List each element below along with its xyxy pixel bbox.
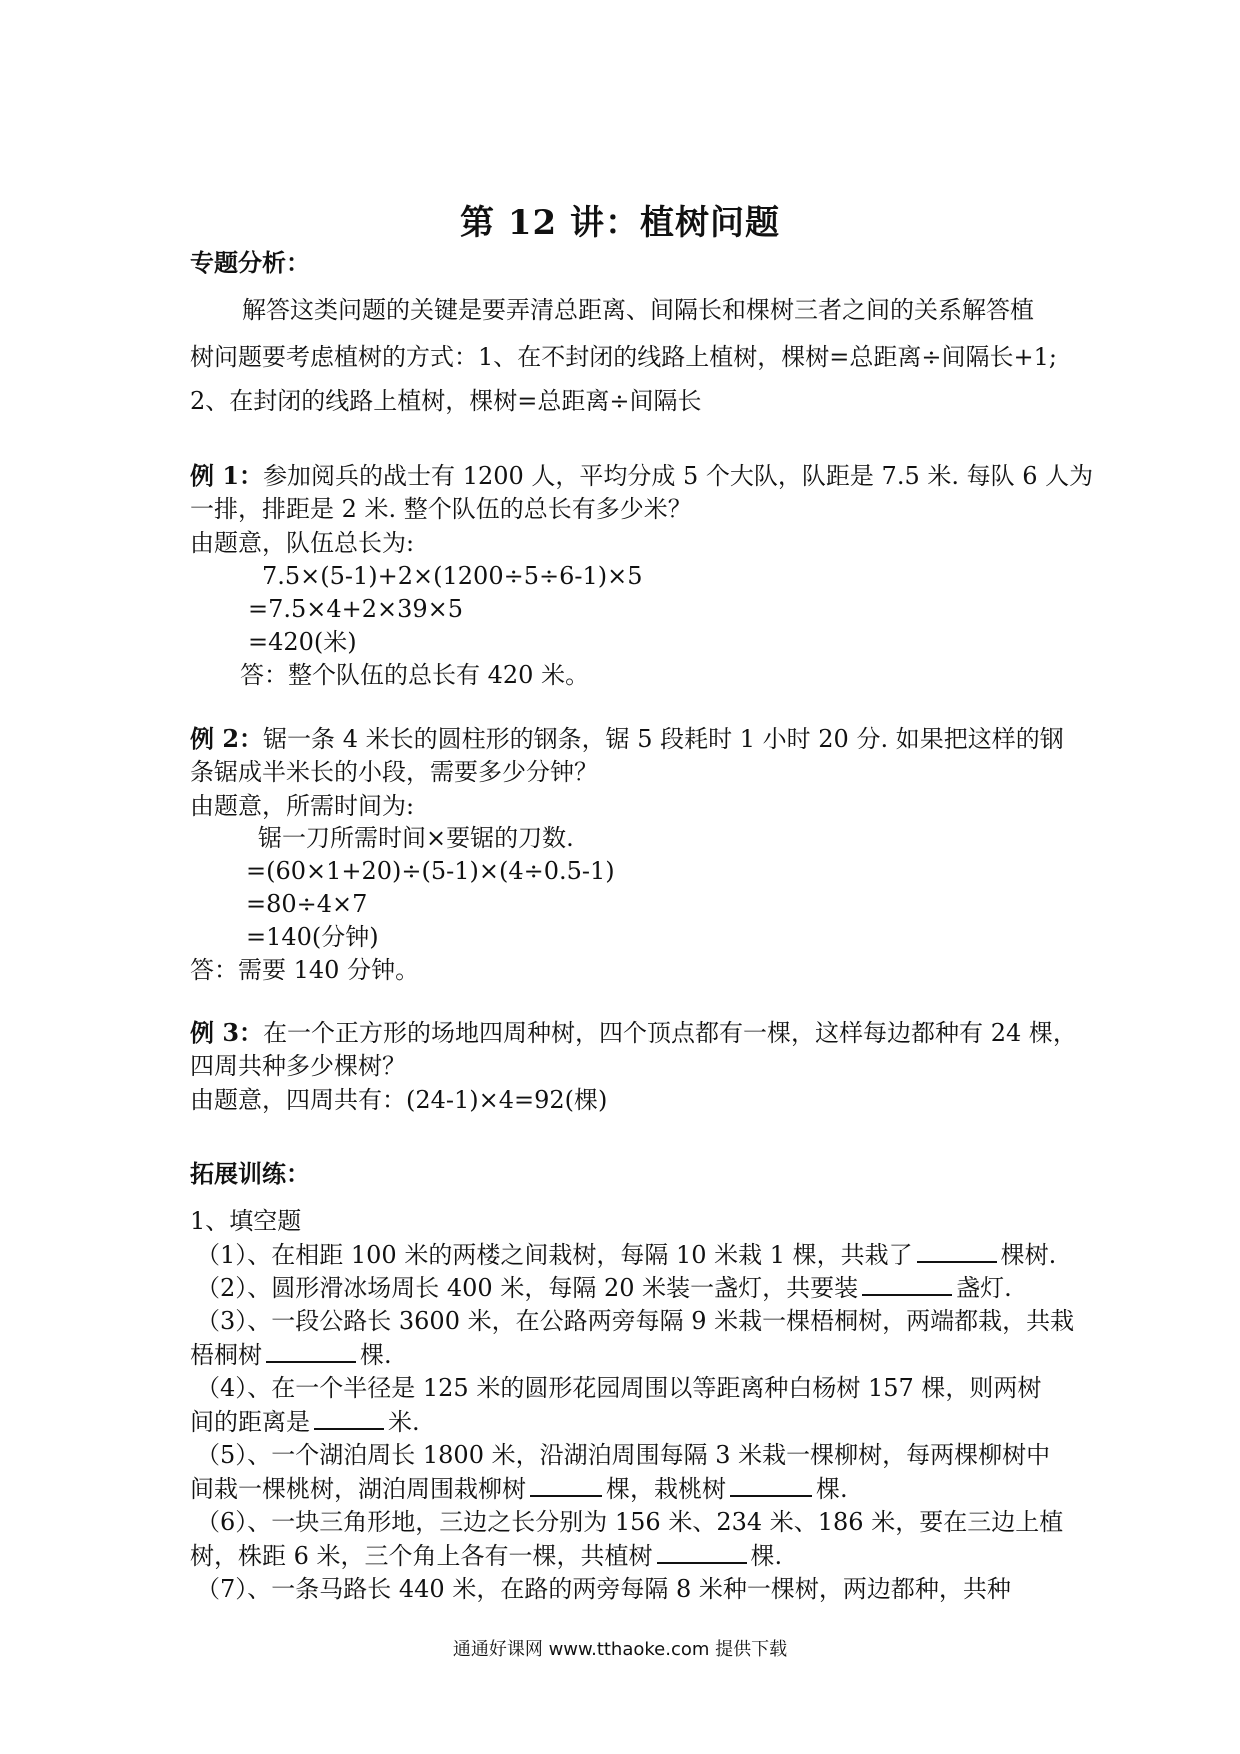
question-5: （5）、一个湖泊周长 1800 米，沿湖泊周围每隔 3 米栽一棵柳树，每两棵柳树中 xyxy=(196,1441,1051,1469)
example-3-question xyxy=(190,1018,1077,1048)
page-footer: 通通好课网 www.tthaoke.com 提供下载 xyxy=(452,1639,788,1660)
question-4-blank[interactable] xyxy=(314,1406,384,1430)
question-1-text: （1）、在相距 100 米的两楼之间栽树，每隔 10 米栽 1 棵，共栽了 xyxy=(196,1241,913,1269)
question-6-blank[interactable] xyxy=(657,1540,747,1564)
example-3-question-cont: 四周共种多少棵树？ xyxy=(190,1052,406,1080)
example-1-text: 参加阅兵的战士有 1200 人，平均分成 5 个大队，队距是 7.5 米. 每队 6 人为 xyxy=(263,462,1094,490)
question-1 xyxy=(196,1239,1056,1270)
example-1-label: 例 1： xyxy=(190,461,264,490)
example-2-question-cont: 条锯成半米长的小段，需要多少分钟？ xyxy=(190,758,598,786)
question-5-blank-1[interactable] xyxy=(530,1473,602,1497)
example-2-question xyxy=(190,724,1064,754)
analysis-line-3: 2、在封闭的线路上植树，棵树=总距离÷间隔长 xyxy=(190,387,702,415)
question-1-tail: 棵树. xyxy=(1000,1241,1057,1269)
question-7: （7）、一条马路长 440 米，在路的两旁每隔 8 米种一棵树，两边都种，共种 xyxy=(196,1575,1011,1603)
question-3-cont xyxy=(190,1339,392,1370)
analysis-heading: 专题分析： xyxy=(190,248,310,277)
question-6-tail: 棵. xyxy=(750,1542,783,1570)
question-2 xyxy=(196,1272,1012,1303)
example-2-calc-4: =140(分钟) xyxy=(246,923,379,951)
question-5-blank-2[interactable] xyxy=(730,1473,812,1497)
question-2-tail: 盏灯. xyxy=(956,1274,1012,1302)
question-5-cont xyxy=(190,1473,848,1504)
question-6: （6）、一块三角形地，三边之长分别为 156 米、234 米、186 米，要在三边上植 xyxy=(196,1508,1064,1536)
example-1-calc-3: =420(米) xyxy=(248,628,357,656)
example-2-text: 锯一条 4 米长的圆柱形的钢条，锯 5 段耗时 1 小时 20 分. 如果把这样的钢 xyxy=(263,725,1064,753)
question-4-cont xyxy=(190,1406,420,1437)
question-5-tail: 棵. xyxy=(816,1475,848,1503)
training-heading: 拓展训练： xyxy=(190,1159,310,1188)
page-title: 第 12 讲：植树问题 xyxy=(460,203,780,243)
example-3-text: 在一个正方形的场地四周种树，四个顶点都有一棵，这样每边都种有 24 棵， xyxy=(263,1019,1077,1047)
question-6-cont xyxy=(190,1540,782,1571)
analysis-line-1: 解答这类问题的关键是要弄清总距离、间隔长和棵树三者之间的关系解答植 xyxy=(242,296,1034,324)
example-1-question xyxy=(190,461,1093,491)
question-2-text: （2）、圆形滑冰场周长 400 米，每隔 20 米装一盏灯，共要装 xyxy=(196,1274,859,1302)
training-section: 1、填空题 xyxy=(190,1207,302,1235)
question-3-tail: 棵. xyxy=(360,1341,392,1369)
example-2-calc-3: =80÷4×7 xyxy=(246,890,368,918)
example-2-calc-1: 锯一刀所需时间×要锯的刀数. xyxy=(258,824,574,852)
example-1-calc-2: =7.5×4+2×39×5 xyxy=(248,595,464,623)
question-2-blank[interactable] xyxy=(862,1272,952,1296)
question-4-tail: 米. xyxy=(388,1408,420,1436)
example-2-label: 例 2： xyxy=(190,724,264,753)
question-3-blank[interactable] xyxy=(266,1339,356,1363)
question-4: （4）、在一个半径是 125 米的圆形花园周围以等距离种白杨树 157 棵，则两树 xyxy=(196,1374,1042,1402)
question-4-text: 间的距离是 xyxy=(190,1408,310,1436)
question-5-mid: 棵，栽桃树 xyxy=(606,1475,726,1503)
example-3-answer: 由题意，四周共有：(24-1)×4=92(棵) xyxy=(190,1086,608,1114)
question-5-text: 间栽一棵桃树，湖泊周围栽柳树 xyxy=(190,1475,526,1503)
example-1-calc-1: 7.5×(5-1)+2×(1200÷5÷6-1)×5 xyxy=(262,562,643,590)
analysis-line-2: 树问题要考虑植树的方式：1、在不封闭的线路上植树，棵树=总距离÷间隔长+1; xyxy=(190,343,1057,371)
example-1-answer: 答：整个队伍的总长有 420 米。 xyxy=(240,661,590,689)
example-2-calc-2: =(60×1+20)÷(5-1)×(4÷0.5-1) xyxy=(246,857,615,885)
question-3: （3）、一段公路长 3600 米，在公路两旁每隔 9 米栽一棵梧桐树，两端都栽，共栽 xyxy=(196,1307,1075,1335)
question-6-text: 树，株距 6 米，三个角上各有一棵，共植树 xyxy=(190,1542,653,1570)
question-1-blank[interactable] xyxy=(917,1239,997,1263)
example-2-intro: 由题意，所需时间为: xyxy=(190,792,415,820)
example-2-answer: 答：需要 140 分钟。 xyxy=(190,956,420,984)
example-1-intro: 由题意，队伍总长为: xyxy=(190,529,415,557)
question-3-text: 梧桐树 xyxy=(190,1341,262,1369)
example-1-question-cont: 一排，排距是 2 米. 整个队伍的总长有多少米？ xyxy=(190,495,692,523)
example-3-label: 例 3： xyxy=(190,1018,264,1047)
